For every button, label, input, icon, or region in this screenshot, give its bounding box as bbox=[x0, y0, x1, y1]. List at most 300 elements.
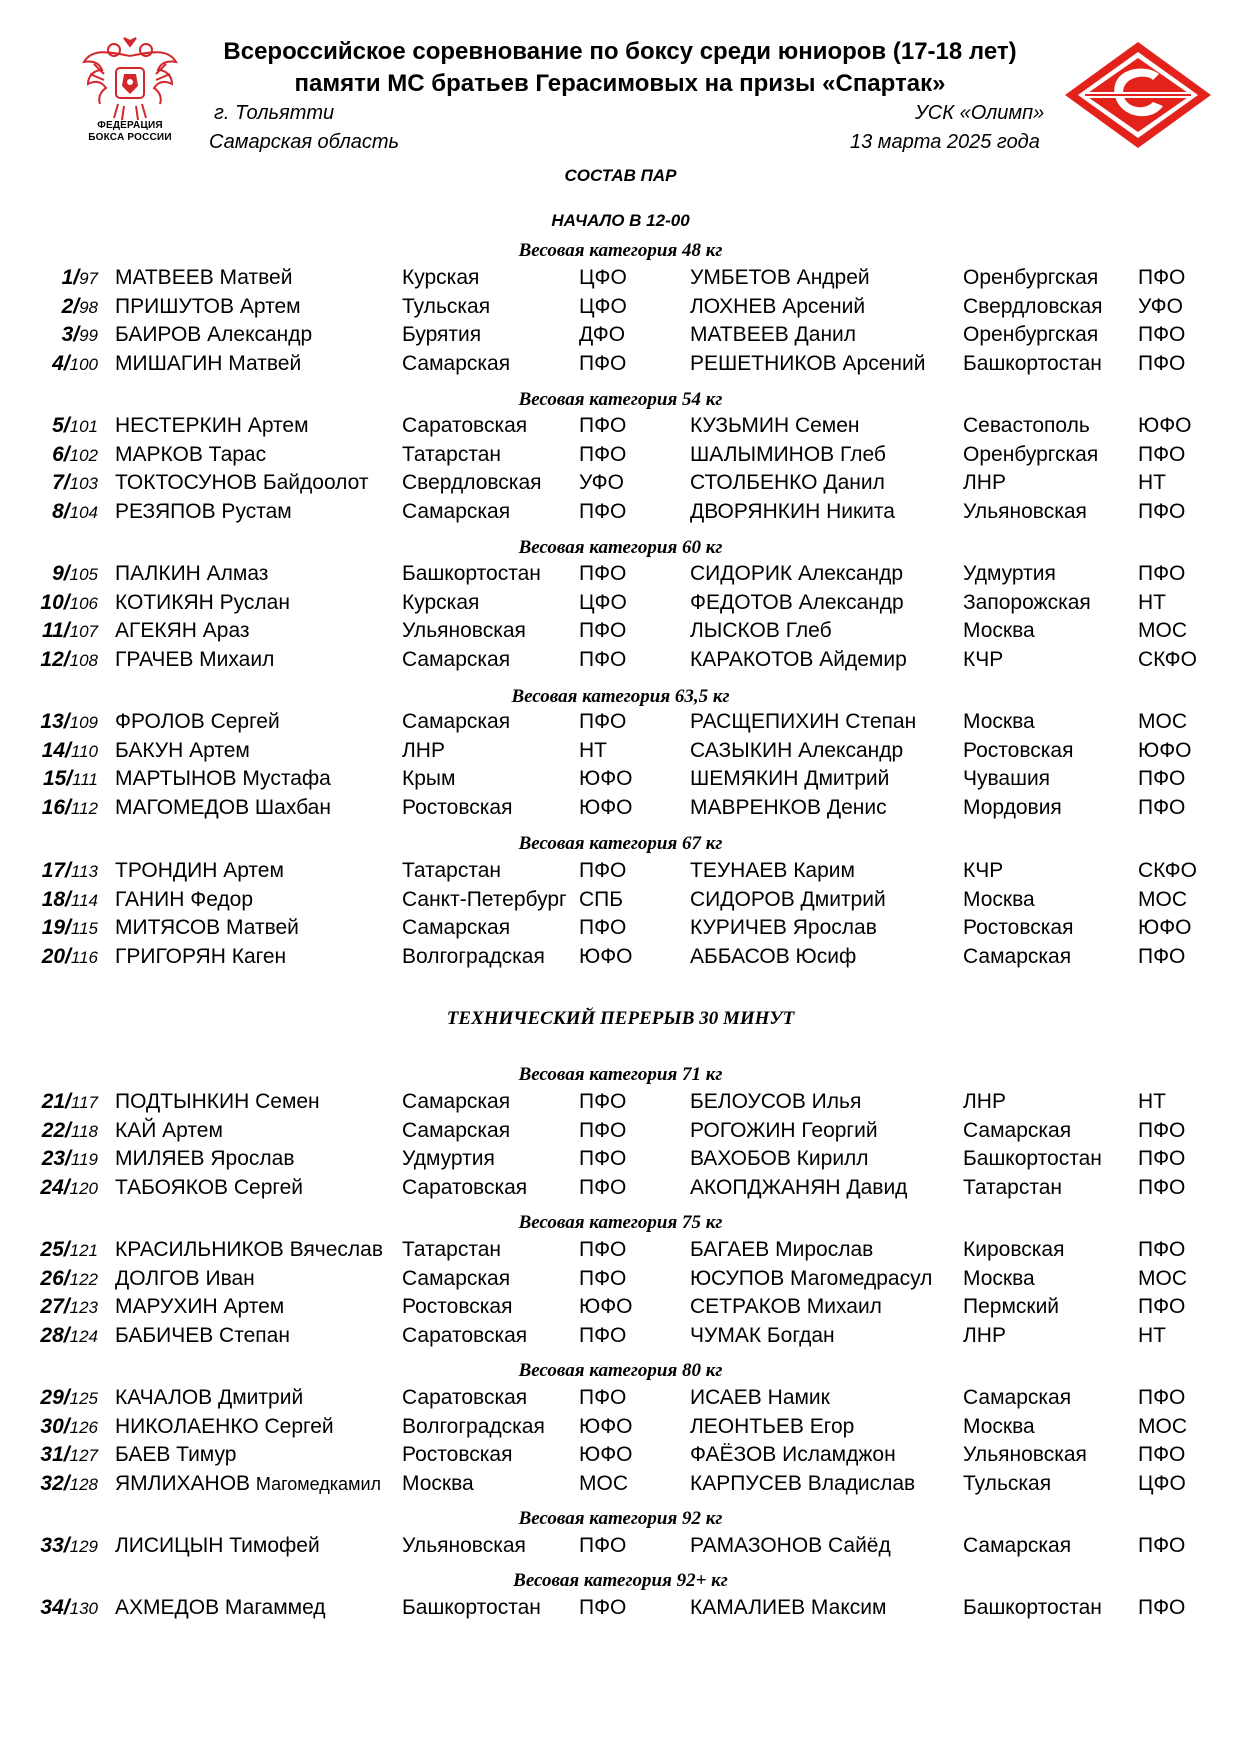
red-corner-region: Свердловская bbox=[402, 471, 542, 495]
bout-number bbox=[20, 1443, 98, 1467]
blue-corner-district: ПФО bbox=[1138, 323, 1186, 347]
blue-corner-region: ЛНР bbox=[963, 471, 1006, 495]
federation-logo-text bbox=[74, 120, 186, 144]
blue-corner-boxer: ИСАЕВ Намик bbox=[690, 1386, 830, 1409]
boxer-first-name: Магомедкамил bbox=[255, 1474, 382, 1495]
red-corner-boxer bbox=[115, 1119, 223, 1143]
bout-row bbox=[0, 500, 1241, 528]
red-corner-boxer bbox=[115, 1176, 303, 1200]
bout-number bbox=[20, 1147, 98, 1171]
blue-corner-boxer: СЕТРАКОВ Михаил bbox=[690, 1295, 882, 1319]
blue-corner-district: ПФО bbox=[1138, 1176, 1186, 1200]
bout-order: 7/ bbox=[52, 471, 70, 495]
red-corner-district: ПФО bbox=[579, 1147, 627, 1171]
region: Самарская область bbox=[209, 131, 400, 153]
bout-number bbox=[20, 1386, 98, 1410]
blue-corner-region: Ульяновская bbox=[963, 500, 1087, 524]
red-corner-district: ЮФО bbox=[579, 767, 633, 791]
red-corner-boxer bbox=[115, 1324, 290, 1348]
blue-corner-boxer: АКОПДЖАНЯН Давид bbox=[690, 1176, 908, 1200]
bout-number bbox=[20, 1090, 98, 1114]
bout-id: 113 bbox=[70, 862, 98, 881]
red-corner-boxer bbox=[115, 1147, 295, 1171]
red-corner-boxer bbox=[115, 710, 280, 734]
bout-number bbox=[20, 859, 98, 883]
boxer-name: ГАНИН Федор bbox=[115, 887, 254, 911]
bout-row bbox=[0, 1415, 1241, 1443]
bout-row bbox=[0, 796, 1241, 824]
bout-id: 101 bbox=[69, 417, 98, 436]
blue-corner-district: НТ bbox=[1138, 590, 1166, 614]
red-corner-region: Самарская bbox=[402, 648, 511, 672]
red-corner-region: Саратовская bbox=[402, 1324, 528, 1348]
blue-corner-district: ПФО bbox=[1138, 1147, 1186, 1171]
bout-order: 9/ bbox=[52, 562, 70, 585]
weight-category-heading: Весовая категория 80 кг bbox=[518, 1360, 723, 1381]
blue-corner-district: ПФО bbox=[1138, 1443, 1186, 1467]
red-corner-district: ЮФО bbox=[579, 945, 633, 969]
bout-order: 24/ bbox=[40, 1176, 70, 1200]
red-corner-district: ПФО bbox=[579, 500, 627, 524]
blue-corner-boxer: ШАЛЫМИНОВ Глеб bbox=[690, 442, 886, 466]
bout-id: 127 bbox=[69, 1446, 98, 1466]
bout-id: 115 bbox=[70, 919, 98, 939]
blue-corner-region: Ростовская bbox=[963, 916, 1074, 940]
blue-corner-region: Кировская bbox=[963, 1238, 1065, 1261]
blue-corner-boxer: КУРИЧЕВ Ярослав bbox=[690, 916, 877, 940]
bout-number bbox=[20, 295, 98, 319]
blue-corner-region: Татарстан bbox=[963, 1176, 1063, 1200]
blue-corner-boxer: КАРАКОТОВ Айдемир bbox=[690, 648, 907, 672]
red-corner-boxer bbox=[115, 859, 284, 883]
blue-corner-region: Самарская bbox=[963, 1386, 1072, 1409]
red-corner-district: ДФО bbox=[579, 323, 626, 347]
blue-corner-region: Москва bbox=[963, 887, 1035, 911]
bout-order: 27/ bbox=[40, 1295, 70, 1319]
blue-corner-region: КЧР bbox=[963, 859, 1004, 882]
subtitle: СОСТАВ ПАР bbox=[564, 166, 677, 185]
red-corner-district: ПФО bbox=[579, 1534, 627, 1557]
red-corner-boxer bbox=[115, 945, 286, 969]
bout-id: 105 bbox=[69, 565, 98, 584]
blue-corner-region: Башкортостан bbox=[963, 352, 1102, 376]
blue-corner-boxer: СИДОРОВ Дмитрий bbox=[690, 887, 886, 911]
blue-corner-region: КЧР bbox=[963, 648, 1004, 672]
bout-id: 104 bbox=[69, 503, 98, 523]
bout-id: 119 bbox=[70, 1150, 98, 1170]
bout-row bbox=[0, 562, 1241, 590]
blue-corner-region: Чувашия bbox=[963, 767, 1051, 791]
venue: УСК «Олимп» bbox=[915, 102, 1045, 124]
bout-id: 97 bbox=[79, 269, 98, 288]
bout-order: 23/ bbox=[41, 1147, 71, 1171]
bout-order: 1/ bbox=[61, 266, 80, 289]
bout-row bbox=[0, 1472, 1241, 1500]
weight-category-heading: Весовая категория 54 кг bbox=[518, 389, 723, 410]
bout-id: 114 bbox=[70, 890, 98, 910]
blue-corner-district: ПФО bbox=[1138, 266, 1186, 289]
bout-order: 28/ bbox=[40, 1324, 70, 1348]
blue-corner-district: ПФО bbox=[1138, 442, 1186, 466]
blue-corner-boxer: ЛОХНЕВ Арсений bbox=[690, 294, 866, 318]
boxer-name: МАРТЫНОВ Мустафа bbox=[115, 767, 331, 791]
red-corner-district: ПФО bbox=[579, 442, 627, 466]
bout-row bbox=[0, 1147, 1241, 1175]
bout-id: 123 bbox=[69, 1298, 98, 1318]
red-corner-district: ЮФО bbox=[579, 796, 633, 820]
bout-row bbox=[0, 591, 1241, 619]
bout-id: 129 bbox=[69, 1537, 98, 1556]
bout-number bbox=[20, 739, 98, 763]
red-corner-boxer bbox=[115, 1415, 334, 1439]
boxer-name: МАРУХИН Артем bbox=[115, 1295, 285, 1319]
red-corner-region: ЛНР bbox=[402, 738, 445, 762]
red-corner-district: СПБ bbox=[579, 887, 624, 911]
blue-corner-region: Севастополь bbox=[963, 414, 1090, 437]
red-corner-district: ПФО bbox=[579, 1386, 627, 1409]
bout-number bbox=[20, 767, 98, 791]
boxer-name: БАБИЧЕВ Степан bbox=[115, 1324, 290, 1348]
blue-corner-district: ПФО bbox=[1138, 767, 1186, 791]
bout-order: 6/ bbox=[52, 442, 70, 466]
red-corner-district: ПФО bbox=[579, 1118, 627, 1142]
bout-row bbox=[0, 859, 1241, 887]
bout-order: 20/ bbox=[41, 945, 71, 969]
blue-corner-boxer: БАГАЕВ Мирослав bbox=[690, 1238, 874, 1261]
blue-corner-district: ЮФО bbox=[1138, 738, 1192, 762]
blue-corner-region: Ростовская bbox=[963, 738, 1074, 762]
bout-order: 19/ bbox=[41, 916, 71, 940]
red-corner-region: Волгоградская bbox=[402, 1414, 545, 1438]
blue-corner-region: Оренбургская bbox=[963, 442, 1099, 466]
blue-corner-boxer: СТОЛБЕНКО Данил bbox=[690, 471, 885, 495]
blue-corner-district: ПФО bbox=[1138, 562, 1186, 585]
bout-id: 102 bbox=[69, 445, 98, 465]
blue-corner-district: МОС bbox=[1138, 619, 1187, 643]
blue-corner-district: ЮФО bbox=[1138, 414, 1192, 437]
boxer-name: ЛИСИЦЫН Тимофей bbox=[115, 1534, 320, 1557]
red-corner-boxer bbox=[115, 471, 369, 495]
red-corner-boxer bbox=[115, 916, 299, 940]
bout-order: 32/ bbox=[40, 1472, 70, 1496]
federation-logo-line1: ФЕДЕРАЦИЯ bbox=[97, 120, 163, 131]
red-corner-district: ПФО bbox=[579, 352, 627, 376]
federation-logo bbox=[80, 34, 180, 144]
red-corner-boxer bbox=[115, 1238, 383, 1262]
red-corner-boxer bbox=[115, 888, 253, 912]
bout-order: 30/ bbox=[40, 1414, 70, 1438]
boxer-name: АХМЕДОВ Магаммед bbox=[115, 1596, 326, 1619]
boxer-name: РЕЗЯПОВ Рустам bbox=[115, 500, 292, 524]
red-corner-region: Самарская bbox=[402, 916, 511, 940]
bout-id: 109 bbox=[69, 713, 98, 732]
blue-corner-region: Свердловская bbox=[963, 294, 1103, 318]
red-corner-boxer bbox=[115, 500, 292, 524]
bout-number bbox=[20, 619, 98, 643]
red-corner-region: Самарская bbox=[402, 1118, 511, 1142]
boxer-name: БАКУН Артем bbox=[115, 738, 250, 762]
red-corner-district: УФО bbox=[579, 471, 624, 495]
blue-corner-region: ЛНР bbox=[963, 1090, 1006, 1113]
red-corner-boxer bbox=[115, 648, 274, 672]
red-corner-region: Ульяновская bbox=[402, 619, 526, 643]
boxer-name: КАЙ Артем bbox=[115, 1118, 223, 1142]
blue-corner-boxer: САЗЫКИН Александр bbox=[690, 738, 904, 762]
red-corner-region: Башкортостан bbox=[402, 562, 541, 585]
blue-corner-district: МОС bbox=[1138, 1266, 1187, 1290]
boxer-name: БАИРОВ Александр bbox=[115, 323, 313, 347]
red-corner-region: Саратовская bbox=[402, 414, 528, 437]
red-corner-boxer bbox=[115, 352, 301, 376]
red-corner-district: ПФО bbox=[579, 1090, 627, 1113]
red-corner-boxer bbox=[115, 266, 292, 290]
bout-row bbox=[0, 739, 1241, 767]
bout-number bbox=[20, 323, 98, 347]
blue-corner-boxer: МАТВЕЕВ Данил bbox=[690, 323, 857, 347]
red-corner-region: Саратовская bbox=[402, 1386, 528, 1409]
bout-row bbox=[0, 1090, 1241, 1118]
blue-corner-boxer: КУЗЬМИН Семен bbox=[690, 414, 860, 437]
bout-number bbox=[20, 1324, 98, 1348]
blue-corner-region: Удмуртия bbox=[963, 562, 1056, 585]
spartak-logo bbox=[1063, 40, 1213, 150]
red-corner-boxer bbox=[115, 619, 250, 643]
boxer-name: ДОЛГОВ Иван bbox=[115, 1266, 255, 1290]
blue-corner-district: СКФО bbox=[1138, 648, 1197, 672]
blue-corner-district: ЮФО bbox=[1138, 916, 1192, 940]
red-corner-region: Москва bbox=[402, 1472, 474, 1496]
red-corner-district: ЦФО bbox=[579, 294, 627, 318]
bout-order: 29/ bbox=[40, 1386, 70, 1409]
bout-number bbox=[20, 916, 98, 940]
boxer-name: МАГОМЕДОВ Шахбан bbox=[115, 796, 331, 820]
bout-row bbox=[0, 1295, 1241, 1323]
red-corner-district: ЦФО bbox=[579, 266, 627, 289]
bout-number bbox=[20, 1415, 98, 1439]
boxer-name: ТАБОЯКОВ Сергей bbox=[115, 1176, 304, 1200]
boxer-name: НЕСТЕРКИН Артем bbox=[115, 414, 309, 437]
boxer-name: МАТВЕЕВ Матвей bbox=[115, 266, 293, 289]
bout-order: 25/ bbox=[40, 1238, 70, 1261]
blue-corner-district: ПФО bbox=[1138, 1596, 1186, 1619]
red-corner-district: ПФО bbox=[579, 1238, 627, 1261]
boxer-name: НИКОЛАЕНКО Сергей bbox=[115, 1414, 334, 1438]
weight-category-heading: Весовая категория 71 кг bbox=[518, 1064, 723, 1085]
event-date: 13 марта 2025 года bbox=[850, 131, 1040, 153]
bout-order: 13/ bbox=[40, 710, 70, 733]
red-corner-boxer bbox=[115, 1090, 320, 1114]
bout-id: 106 bbox=[69, 593, 98, 613]
red-corner-region: Удмуртия bbox=[402, 1147, 495, 1171]
red-corner-region: Ростовская bbox=[402, 1443, 513, 1467]
boxer-name: МИЛЯЕВ Ярослав bbox=[115, 1147, 295, 1171]
red-corner-region: Самарская bbox=[402, 710, 511, 733]
weight-category-heading: Весовая категория 75 кг bbox=[518, 1212, 723, 1233]
blue-corner-boxer: ШЕМЯКИН Дмитрий bbox=[690, 767, 890, 791]
blue-corner-boxer: ВАХОБОВ Кирилл bbox=[690, 1147, 869, 1171]
blue-corner-region: ЛНР bbox=[963, 1324, 1006, 1348]
blue-corner-boxer: КАМАЛИЕВ Максим bbox=[690, 1596, 887, 1619]
red-corner-region: Ростовская bbox=[402, 796, 513, 820]
blue-corner-boxer: ЮСУПОВ Магомедрасул bbox=[690, 1266, 933, 1290]
blue-corner-region: Тульская bbox=[963, 1472, 1052, 1496]
red-corner-region: Ульяновская bbox=[402, 1534, 526, 1557]
bout-number bbox=[20, 1119, 98, 1143]
bout-id: 108 bbox=[69, 651, 98, 671]
red-corner-region: Самарская bbox=[402, 1090, 511, 1113]
bout-id: 98 bbox=[79, 297, 98, 317]
title-line-2: памяти МС братьев Герасимовых на призы «Спартак» bbox=[294, 70, 946, 97]
technical-break-notice: ТЕХНИЧЕСКИЙ ПЕРЕРЫВ 30 МИНУТ bbox=[446, 1008, 795, 1029]
bout-row bbox=[0, 471, 1241, 499]
blue-corner-region: Москва bbox=[963, 1414, 1035, 1438]
start-time: НАЧАЛО В 12-00 bbox=[551, 211, 690, 230]
bout-row bbox=[0, 1238, 1241, 1266]
blue-corner-district: СКФО bbox=[1138, 859, 1197, 882]
bout-number bbox=[20, 352, 98, 376]
red-corner-boxer bbox=[115, 443, 266, 467]
bout-row bbox=[0, 619, 1241, 647]
bout-number bbox=[20, 500, 98, 524]
red-corner-boxer bbox=[115, 1472, 381, 1496]
title-line-1: Всероссийское соревнование по боксу среди юниоров (17-18 лет) bbox=[223, 38, 1017, 65]
bout-order: 34/ bbox=[40, 1596, 70, 1619]
bout-order: 33/ bbox=[40, 1534, 70, 1557]
bout-id: 99 bbox=[79, 326, 98, 346]
bout-number bbox=[20, 562, 98, 586]
bout-number bbox=[20, 888, 98, 912]
blue-corner-region: Москва bbox=[963, 619, 1035, 643]
bout-id: 130 bbox=[69, 1599, 98, 1618]
blue-corner-region: Ульяновская bbox=[963, 1443, 1087, 1467]
bout-id: 111 bbox=[72, 770, 98, 790]
red-corner-district: ПФО bbox=[579, 648, 627, 672]
bout-row bbox=[0, 1176, 1241, 1204]
blue-corner-district: ПФО bbox=[1138, 1238, 1186, 1261]
red-corner-boxer bbox=[115, 323, 312, 347]
bout-id: 112 bbox=[70, 799, 98, 819]
bout-order: 22/ bbox=[41, 1118, 71, 1142]
blue-corner-boxer: ЧУМАК Богдан bbox=[690, 1324, 835, 1348]
bout-number bbox=[20, 1295, 98, 1319]
red-corner-district: ПФО bbox=[579, 1266, 627, 1290]
bout-order: 16/ bbox=[41, 796, 71, 820]
red-corner-district: ПФО bbox=[579, 859, 627, 882]
bout-order: 26/ bbox=[40, 1266, 70, 1290]
red-corner-district: ПФО bbox=[579, 1176, 627, 1200]
blue-corner-district: ПФО bbox=[1138, 352, 1186, 376]
bout-row bbox=[0, 1386, 1241, 1414]
boxer-name: ФРОЛОВ Сергей bbox=[115, 710, 280, 733]
bout-number bbox=[20, 1238, 98, 1262]
bout-order: 14/ bbox=[41, 738, 71, 762]
red-corner-boxer bbox=[115, 739, 250, 763]
city: г. Тольятти bbox=[214, 102, 335, 124]
blue-corner-district: ПФО bbox=[1138, 1295, 1186, 1319]
blue-corner-boxer: РАМАЗОНОВ Сайёд bbox=[690, 1534, 891, 1557]
red-corner-district: ПФО bbox=[579, 562, 627, 585]
blue-corner-boxer: ТЕУНАЕВ Карим bbox=[690, 859, 855, 882]
bout-number bbox=[20, 471, 98, 495]
bout-row bbox=[0, 888, 1241, 916]
bout-order: 18/ bbox=[41, 887, 71, 911]
red-corner-boxer bbox=[115, 1267, 255, 1291]
boxer-name: ЯМЛИХАНОВ bbox=[115, 1472, 251, 1496]
blue-corner-boxer: ЛЫСКОВ Глеб bbox=[690, 619, 832, 643]
blue-corner-region: Самарская bbox=[963, 1118, 1072, 1142]
bout-number bbox=[20, 648, 98, 672]
bout-number bbox=[20, 796, 98, 820]
boxer-name: КОТИКЯН Руслан bbox=[115, 590, 290, 614]
bout-id: 126 bbox=[69, 1417, 98, 1437]
bout-id: 110 bbox=[70, 741, 98, 761]
blue-corner-district: ПФО bbox=[1138, 500, 1186, 524]
bout-id: 120 bbox=[69, 1179, 98, 1199]
blue-corner-region: Башкортостан bbox=[963, 1596, 1102, 1619]
red-corner-district: ПФО bbox=[579, 414, 627, 437]
bout-row bbox=[0, 1443, 1241, 1471]
weight-category-heading: Весовая категория 60 кг bbox=[518, 537, 723, 558]
page-title bbox=[200, 36, 1040, 100]
blue-corner-region: Оренбургская bbox=[963, 323, 1099, 347]
boxer-name: МИШАГИН Матвей bbox=[115, 352, 302, 376]
boxer-name: БАЕВ Тимур bbox=[115, 1443, 237, 1467]
blue-corner-boxer: ДВОРЯНКИН Никита bbox=[690, 500, 895, 524]
blue-corner-boxer: РЕШЕТНИКОВ Арсений bbox=[690, 352, 926, 376]
bout-row bbox=[0, 916, 1241, 944]
bout-order: 8/ bbox=[52, 500, 70, 524]
bout-id: 107 bbox=[69, 622, 98, 642]
blue-corner-region: Москва bbox=[963, 1266, 1035, 1290]
blue-corner-district: НТ bbox=[1138, 1090, 1166, 1113]
bout-order: 21/ bbox=[41, 1090, 71, 1113]
red-corner-region: Татарстан bbox=[402, 859, 502, 882]
red-corner-region: Самарская bbox=[402, 1266, 511, 1290]
red-corner-boxer bbox=[115, 295, 301, 319]
weight-category-heading: Весовая категория 92+ кг bbox=[513, 1570, 728, 1591]
bout-order: 4/ bbox=[52, 352, 70, 376]
blue-corner-district: ПФО bbox=[1138, 945, 1186, 969]
red-corner-region: Бурятия bbox=[402, 323, 482, 347]
red-corner-region: Волгоградская bbox=[402, 945, 545, 969]
red-corner-district: ЮФО bbox=[579, 1295, 633, 1319]
red-corner-boxer bbox=[115, 796, 331, 820]
bout-row bbox=[0, 945, 1241, 973]
bout-order: 3/ bbox=[61, 323, 80, 347]
boxer-name: ТОКТОСУНОВ Байдоолот bbox=[115, 471, 369, 495]
bout-row bbox=[0, 1534, 1241, 1562]
blue-corner-boxer: МАВРЕНКОВ Денис bbox=[690, 796, 887, 820]
boxer-name: ГРАЧЕВ Михаил bbox=[115, 648, 275, 672]
red-corner-region: Курская bbox=[402, 590, 480, 614]
blue-corner-district: МОС bbox=[1138, 887, 1187, 911]
blue-corner-region: Самарская bbox=[963, 1534, 1072, 1557]
blue-corner-region: Оренбургская bbox=[963, 266, 1099, 289]
blue-corner-boxer: КАРПУСЕВ Владислав bbox=[690, 1472, 916, 1496]
boxer-name: МАРКОВ Тарас bbox=[115, 442, 267, 466]
bout-id: 125 bbox=[69, 1389, 98, 1408]
bout-row bbox=[0, 323, 1241, 351]
boxer-name: ПОДТЫНКИН Семен bbox=[115, 1090, 320, 1113]
weight-category-heading: Весовая категория 63,5 кг bbox=[511, 686, 730, 707]
red-corner-district: ПФО bbox=[579, 1596, 627, 1619]
blue-corner-boxer: УМБЕТОВ Андрей bbox=[690, 266, 870, 289]
blue-corner-boxer: ФАЁЗОВ Исламджон bbox=[690, 1443, 896, 1467]
blue-corner-boxer: АББАСОВ Юсиф bbox=[690, 945, 857, 969]
red-corner-boxer bbox=[115, 1443, 236, 1467]
bout-order: 11/ bbox=[41, 619, 70, 643]
blue-corner-boxer: БЕЛОУСОВ Илья bbox=[690, 1090, 862, 1113]
